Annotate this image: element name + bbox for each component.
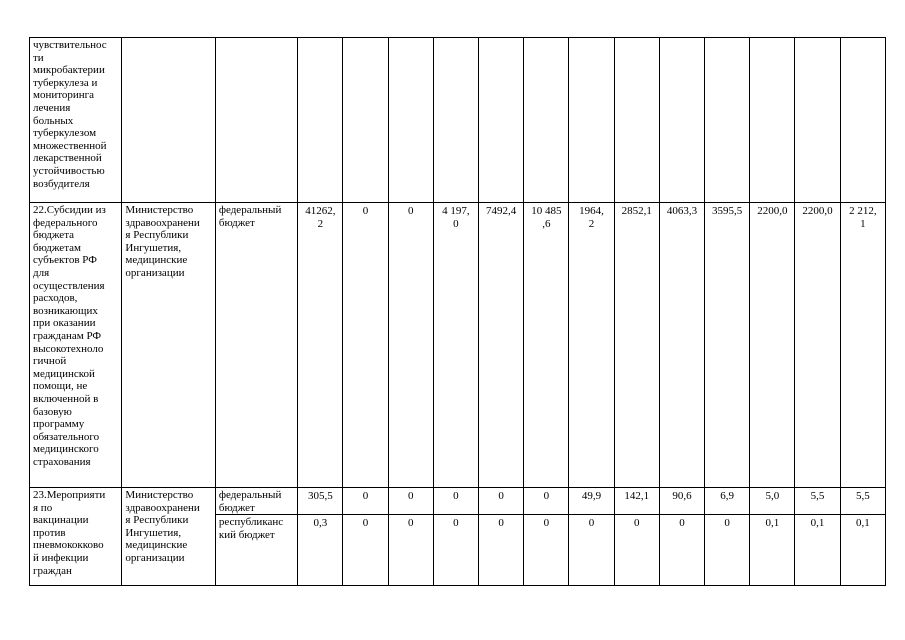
value-cell: 0,1	[840, 515, 885, 586]
value-cell: 0	[614, 515, 659, 586]
value-cell	[343, 38, 388, 203]
value-cell	[433, 38, 478, 203]
value-cell	[298, 38, 343, 203]
value-cell: 0	[343, 515, 388, 586]
table-row	[30, 488, 886, 515]
executor-cell	[122, 38, 215, 203]
value-cell: 4 197, 0	[433, 203, 478, 488]
value-cell	[705, 38, 750, 203]
value-cell: 0	[388, 515, 433, 586]
executor-cell: Министерство здравоохранени я Республики Ингушетия, медицинские организации	[122, 488, 215, 586]
value-cell	[750, 38, 795, 203]
value-cell: 5,5	[840, 488, 885, 515]
value-cell: 0	[343, 203, 388, 488]
value-cell: 0	[388, 488, 433, 515]
measure-name-cell: чувствительнос ти микробактерии туберкулеза и мониторинга лечения больных туберкулезом множественной лекарственной устойчивостью возбудителя	[30, 38, 122, 203]
value-cell: 0	[479, 515, 524, 586]
funding-source-cell: федеральный бюджет	[215, 203, 297, 488]
executor-cell: Министерство здравоохранени я Республики Ингушетия, медицинские организации	[122, 203, 215, 488]
value-cell: 0,3	[298, 515, 343, 586]
value-cell: 0	[569, 515, 614, 586]
value-cell: 0,1	[750, 515, 795, 586]
value-cell	[479, 38, 524, 203]
value-cell: 142,1	[614, 488, 659, 515]
value-cell: 49,9	[569, 488, 614, 515]
funding-source-cell	[215, 38, 297, 203]
value-cell: 2 212, 1	[840, 203, 885, 488]
value-cell: 1964, 2	[569, 203, 614, 488]
measure-name-cell: 23.Мероприяти я по вакцинации против пневмококково й инфекции граждан	[30, 488, 122, 586]
value-cell: 0,1	[795, 515, 840, 586]
value-cell	[795, 38, 840, 203]
table-row	[30, 38, 886, 203]
value-cell: 0	[388, 203, 433, 488]
value-cell	[614, 38, 659, 203]
value-cell: 4063,3	[659, 203, 704, 488]
value-cell: 0	[343, 488, 388, 515]
value-cell	[524, 38, 569, 203]
budget-table	[29, 37, 886, 586]
value-cell	[659, 38, 704, 203]
value-cell: 0	[433, 488, 478, 515]
value-cell	[569, 38, 614, 203]
value-cell: 7492,4	[479, 203, 524, 488]
value-cell: 305,5	[298, 488, 343, 515]
value-cell: 10 485 ,6	[524, 203, 569, 488]
table-row	[30, 203, 886, 488]
measure-name-cell: 22.Субсидии из федерального бюджета бюджетам субъектов РФ для осуществления расходов, возникающих при оказании гражданам РФ высокотехноло гичной медицинской помощи, не включенной в базовую программу обязательного медицинского страхования	[30, 203, 122, 488]
value-cell: 3595,5	[705, 203, 750, 488]
value-cell: 0	[524, 488, 569, 515]
value-cell: 0	[433, 515, 478, 586]
value-cell: 5,0	[750, 488, 795, 515]
value-cell: 0	[659, 515, 704, 586]
value-cell: 0	[705, 515, 750, 586]
value-cell: 0	[479, 488, 524, 515]
funding-source-cell: республиканс кий бюджет	[215, 515, 297, 586]
value-cell: 6,9	[705, 488, 750, 515]
funding-source-cell: федеральный бюджет	[215, 488, 297, 515]
value-cell	[840, 38, 885, 203]
value-cell: 2852,1	[614, 203, 659, 488]
value-cell	[388, 38, 433, 203]
value-cell: 5,5	[795, 488, 840, 515]
value-cell: 2200,0	[750, 203, 795, 488]
value-cell: 90,6	[659, 488, 704, 515]
value-cell: 2200,0	[795, 203, 840, 488]
value-cell: 41262, 2	[298, 203, 343, 488]
value-cell: 0	[524, 515, 569, 586]
